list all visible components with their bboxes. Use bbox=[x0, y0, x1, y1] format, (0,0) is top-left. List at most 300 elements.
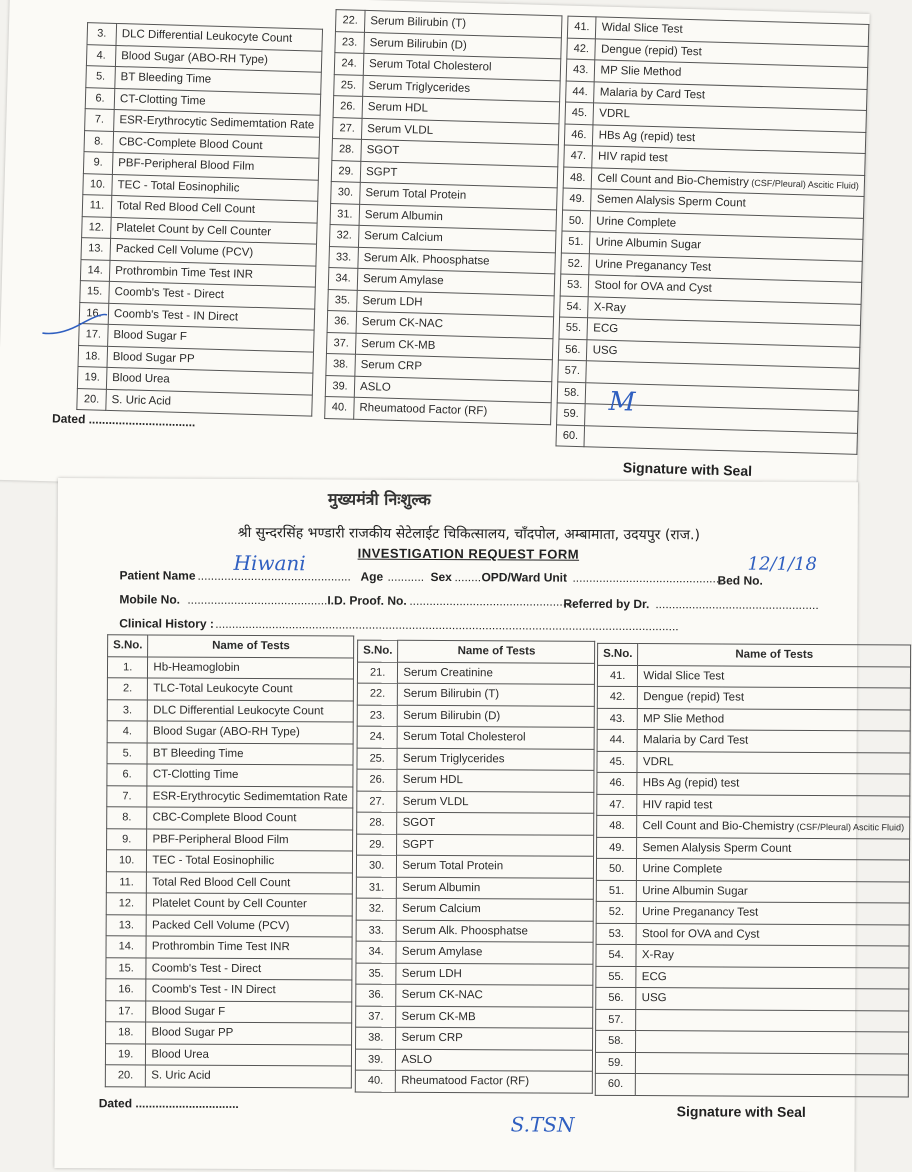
serial-number: 31. bbox=[356, 877, 397, 899]
test-name: Serum Triglycerides bbox=[363, 75, 561, 102]
table-row bbox=[596, 987, 909, 1010]
table-row bbox=[357, 769, 594, 792]
test-name: Widal Slice Test bbox=[638, 665, 911, 688]
test-name: Serum Calcium bbox=[397, 898, 594, 921]
serial-number: 17. bbox=[106, 1000, 147, 1022]
serial-number: 3. bbox=[87, 23, 117, 45]
table-row bbox=[107, 742, 353, 765]
test-name: USG bbox=[587, 339, 860, 368]
test-name: SGPT bbox=[397, 834, 594, 857]
table-row bbox=[597, 837, 910, 860]
test-name: Total Red Blood Cell Count bbox=[147, 871, 353, 894]
table-row bbox=[107, 699, 353, 722]
table-row bbox=[107, 785, 353, 808]
table-row bbox=[596, 880, 909, 903]
serial-number: 21. bbox=[357, 662, 398, 684]
serial-number: 45. bbox=[597, 751, 638, 773]
serial-number: 34. bbox=[356, 941, 397, 963]
test-name: Blood Sugar PP bbox=[146, 1022, 352, 1045]
test-name: Malaria by Card Test bbox=[637, 730, 910, 753]
test-name bbox=[636, 1031, 909, 1054]
table-row bbox=[106, 871, 352, 894]
table-row bbox=[597, 708, 910, 731]
table-row bbox=[107, 678, 353, 701]
test-name: Serum Total Protein bbox=[360, 182, 558, 209]
test-name: Urine Albumin Sugar bbox=[590, 232, 863, 261]
serial-number: 17. bbox=[79, 324, 109, 346]
table-row bbox=[106, 936, 352, 959]
table-row bbox=[356, 984, 593, 1007]
test-name: S. Uric Acid bbox=[106, 389, 312, 416]
serial-number: 57. bbox=[596, 1009, 637, 1031]
test-name: Serum LDH bbox=[396, 963, 593, 986]
serial-number: 24. bbox=[357, 726, 398, 748]
table-row bbox=[357, 748, 594, 771]
serial-number: 54. bbox=[560, 295, 589, 317]
serial-number: 48. bbox=[563, 167, 592, 189]
test-name: Dengue (repid) Test bbox=[595, 38, 868, 67]
serial-number: 39. bbox=[325, 375, 355, 397]
table-row bbox=[597, 686, 910, 709]
serial-number: 10. bbox=[106, 850, 147, 872]
test-name: SGOT bbox=[361, 139, 559, 166]
test-name: TEC - Total Eosinophilic bbox=[112, 174, 318, 201]
test-name: Serum Albumin bbox=[359, 204, 557, 231]
serial-number: 44. bbox=[597, 729, 638, 751]
serial-number: 55. bbox=[596, 966, 637, 988]
serial-number: 59. bbox=[557, 403, 586, 425]
serial-number: 60. bbox=[556, 424, 585, 446]
table-row bbox=[357, 662, 594, 685]
test-name: PBF-Peripheral Blood Film bbox=[112, 152, 318, 179]
test-name: Serum Alk. Phoosphatse bbox=[358, 247, 556, 274]
test-name: Serum VLDL bbox=[397, 791, 594, 814]
test-name: Serum Total Protein bbox=[397, 855, 594, 878]
test-name: VDRL bbox=[637, 751, 910, 774]
bottom-tests-column-1 bbox=[105, 634, 355, 1088]
id-proof-line: .................................................. bbox=[409, 593, 577, 609]
table-row bbox=[106, 893, 352, 916]
serial-number: 14. bbox=[106, 936, 147, 958]
serial-number: 13. bbox=[81, 238, 111, 260]
serial-number: 1. bbox=[107, 656, 148, 678]
table-row bbox=[105, 1065, 351, 1088]
test-name: BT Bleeding Time bbox=[115, 66, 321, 93]
bottom-tests-column-3 bbox=[595, 643, 911, 1097]
serial-number: 31. bbox=[330, 203, 360, 225]
test-name: Widal Slice Test bbox=[596, 17, 869, 46]
test-name: Hb-Heamoglobin bbox=[148, 656, 354, 679]
test-note: (CSF/Pleural) Ascitic Fluid) bbox=[748, 177, 860, 191]
test-name: Coomb's Test - Direct bbox=[146, 957, 352, 980]
test-name bbox=[636, 1009, 909, 1032]
referred-label: Referred by Dr. bbox=[563, 596, 650, 612]
serial-number: 22. bbox=[335, 10, 365, 32]
test-name: Urine Preganancy Test bbox=[589, 253, 862, 282]
serial-number: 19. bbox=[77, 367, 107, 389]
serial-number: 25. bbox=[357, 748, 398, 770]
test-name: Cell Count and Bio-Chemistry (CSF/Pleural) Ascitic Fluid) bbox=[637, 816, 910, 839]
test-name: USG bbox=[636, 988, 909, 1011]
top-tests-column-3 bbox=[555, 16, 869, 455]
serial-number: 38. bbox=[356, 1027, 397, 1049]
serial-number: 29. bbox=[357, 834, 398, 856]
table-row bbox=[595, 1052, 908, 1075]
serial-number: 41. bbox=[597, 665, 638, 687]
test-name: Blood Urea bbox=[146, 1043, 352, 1066]
sno-header: S.No. bbox=[108, 635, 149, 657]
table-row bbox=[106, 1000, 352, 1023]
serial-number: 48. bbox=[597, 815, 638, 837]
test-name: Serum CRP bbox=[355, 354, 553, 381]
test-name: Total Red Blood Cell Count bbox=[111, 195, 317, 222]
test-name: ASLO bbox=[354, 376, 552, 403]
test-name: Urine Complete bbox=[637, 859, 910, 882]
opd-label: OPD/Ward Unit bbox=[481, 570, 568, 585]
test-name: Serum Amylase bbox=[396, 941, 593, 964]
test-name: S. Uric Acid bbox=[146, 1065, 352, 1088]
table-row bbox=[356, 1006, 593, 1029]
table-row bbox=[597, 665, 910, 688]
test-name: Serum CRP bbox=[396, 1027, 593, 1050]
sno-header: S.No. bbox=[358, 640, 399, 662]
table-header-row bbox=[598, 643, 911, 666]
serial-number: 38. bbox=[326, 353, 356, 375]
serial-number: 4. bbox=[86, 44, 116, 66]
referred-line: ................................................. bbox=[655, 597, 819, 612]
serial-number: 58. bbox=[596, 1030, 637, 1052]
table-row bbox=[596, 1030, 909, 1053]
bottom-dated-label: Dated ............................... bbox=[98, 1096, 239, 1111]
test-name-header: Name of Tests bbox=[638, 644, 911, 667]
serial-number: 8. bbox=[107, 807, 148, 829]
table-row bbox=[596, 966, 909, 989]
test-name: BT Bleeding Time bbox=[147, 742, 353, 765]
mobile-line: .......................................... bbox=[187, 592, 328, 608]
test-name: Serum CK-MB bbox=[396, 1006, 593, 1029]
serial-number: 46. bbox=[597, 772, 638, 794]
serial-number: 27. bbox=[357, 791, 398, 813]
top-handwritten-initial: M bbox=[608, 386, 636, 418]
serial-number: 12. bbox=[106, 893, 147, 915]
serial-number: 42. bbox=[597, 686, 638, 708]
sex-line: ........ bbox=[454, 570, 482, 585]
serial-number: 3. bbox=[107, 699, 148, 721]
serial-number: 50. bbox=[596, 858, 637, 880]
table-row bbox=[357, 726, 594, 749]
test-name: Serum VLDL bbox=[361, 118, 559, 145]
table-row bbox=[107, 807, 353, 830]
serial-number: 43. bbox=[566, 59, 595, 81]
test-name: Blood Urea bbox=[106, 367, 312, 394]
top-dated-label: Dated ................................ bbox=[51, 411, 196, 430]
serial-number: 18. bbox=[106, 1022, 147, 1044]
serial-number: 4. bbox=[107, 721, 148, 743]
serial-number: 15. bbox=[80, 281, 110, 303]
test-name: Serum Calcium bbox=[358, 225, 556, 252]
test-name: ASLO bbox=[396, 1049, 593, 1072]
serial-number: 24. bbox=[334, 53, 364, 75]
table-row bbox=[596, 1009, 909, 1032]
test-name: Packed Cell Volume (PCV) bbox=[110, 238, 316, 265]
test-name: Urine Albumin Sugar bbox=[637, 880, 910, 903]
serial-number: 45. bbox=[565, 102, 594, 124]
top-tests-column-2 bbox=[324, 9, 562, 425]
serial-number: 20. bbox=[77, 388, 107, 410]
test-name: Urine Complete bbox=[590, 210, 863, 239]
serial-number: 52. bbox=[596, 901, 637, 923]
table-header-row bbox=[108, 635, 354, 658]
serial-number: 54. bbox=[596, 944, 637, 966]
test-name-header: Name of Tests bbox=[148, 635, 354, 658]
serial-number: 11. bbox=[82, 195, 112, 217]
test-name: CBC-Complete Blood Count bbox=[147, 807, 353, 830]
table-row bbox=[597, 794, 910, 817]
test-name: PBF-Peripheral Blood Film bbox=[147, 828, 353, 851]
bottom-form-sheet bbox=[54, 478, 905, 1172]
table-row bbox=[107, 828, 353, 851]
serial-number: 50. bbox=[562, 210, 591, 232]
table-row bbox=[356, 877, 593, 900]
test-name: Coomb's Test - Direct bbox=[109, 281, 315, 308]
test-name: Coomb's Test - IN Direct bbox=[146, 979, 352, 1002]
test-name: Malaria by Card Test bbox=[594, 81, 867, 110]
test-name: HIV rapid test bbox=[637, 794, 910, 817]
table-row bbox=[357, 705, 594, 728]
test-name: ECG bbox=[587, 318, 860, 347]
test-name: Urine Preganancy Test bbox=[637, 902, 910, 925]
serial-number: 26. bbox=[357, 769, 398, 791]
test-name: VDRL bbox=[593, 103, 866, 132]
table-row bbox=[596, 858, 909, 881]
table-row bbox=[107, 721, 353, 744]
test-name: X-Ray bbox=[636, 945, 909, 968]
serial-number: 30. bbox=[356, 855, 397, 877]
clinical-history-label: Clinical History : bbox=[119, 616, 214, 631]
table-row bbox=[357, 683, 594, 706]
serial-number: 56. bbox=[596, 987, 637, 1009]
top-signature-label: Signature with Seal bbox=[622, 459, 753, 479]
test-name: Serum Albumin bbox=[397, 877, 594, 900]
bottom-signature-label: Signature with Seal bbox=[676, 1103, 806, 1120]
serial-number: 16. bbox=[79, 302, 109, 324]
id-proof-label: I.D. Proof. No. bbox=[327, 593, 407, 608]
mobile-label: Mobile No. bbox=[119, 592, 181, 607]
serial-number: 8. bbox=[84, 130, 114, 152]
serial-number: 37. bbox=[356, 1006, 397, 1028]
scheme-title: मुख्यमंत्री निःशुल्क bbox=[327, 489, 431, 509]
test-name: Blood Sugar F bbox=[146, 1000, 352, 1023]
test-name: Serum CK-NAC bbox=[356, 311, 554, 338]
test-name: Stool for OVA and Cyst bbox=[636, 923, 909, 946]
serial-number: 53. bbox=[596, 923, 637, 945]
serial-number: 36. bbox=[327, 310, 357, 332]
serial-number: 23. bbox=[357, 705, 398, 727]
hospital-name: श्री सुन्दरसिंह भण्डारी राजकीय सेटेलाईट चिकित्सालय, चाँदपोल, अम्बामाता, उदयपुर (राज.) bbox=[237, 524, 701, 544]
clinical-history-line: ........................................................................................................................................... bbox=[215, 616, 679, 634]
table-row bbox=[597, 751, 910, 774]
top-form-sheet bbox=[0, 0, 870, 504]
test-name: Serum Triglycerides bbox=[397, 748, 594, 771]
table-row bbox=[356, 941, 593, 964]
table-row bbox=[355, 1049, 592, 1072]
test-name: DLC Differential Leukocyte Count bbox=[148, 699, 354, 722]
test-name: Serum Total Cholesterol bbox=[363, 53, 561, 80]
table-row bbox=[105, 1043, 351, 1066]
table-row bbox=[596, 944, 909, 967]
test-name: MP Slie Method bbox=[595, 60, 868, 89]
table-row bbox=[357, 791, 594, 814]
serial-number: 2. bbox=[107, 678, 148, 700]
test-name: SGOT bbox=[397, 812, 594, 835]
serial-number: 58. bbox=[557, 381, 586, 403]
serial-number: 25. bbox=[334, 74, 364, 96]
test-name: Serum Total Cholesterol bbox=[397, 726, 594, 749]
serial-number: 32. bbox=[356, 898, 397, 920]
serial-number: 53. bbox=[560, 274, 589, 296]
serial-number: 46. bbox=[564, 124, 593, 146]
serial-number: 34. bbox=[328, 268, 358, 290]
test-name: Cell Count and Bio-Chemistry (CSF/Pleural) Ascitic Fluid) bbox=[592, 167, 865, 196]
test-name-header: Name of Tests bbox=[398, 640, 595, 663]
serial-number: 30. bbox=[331, 182, 361, 204]
serial-number: 29. bbox=[331, 160, 361, 182]
test-name: ESR-Erythrocytic Sedimemtation Rate bbox=[147, 785, 353, 808]
test-name: Blood Sugar (ABO-RH Type) bbox=[115, 45, 321, 72]
serial-number: 20. bbox=[105, 1065, 146, 1087]
test-name: CBC-Complete Blood Count bbox=[113, 131, 319, 158]
table-row bbox=[356, 855, 593, 878]
serial-number: 51. bbox=[596, 880, 637, 902]
serial-number: 5. bbox=[86, 66, 116, 88]
test-name: Serum CK-NAC bbox=[396, 984, 593, 1007]
serial-number: 47. bbox=[597, 794, 638, 816]
table-row bbox=[106, 1022, 352, 1045]
test-name bbox=[636, 1074, 909, 1097]
serial-number: 22. bbox=[357, 683, 398, 705]
serial-number: 40. bbox=[355, 1070, 396, 1092]
serial-number: 40. bbox=[325, 396, 355, 418]
test-name: Serum Alk. Phoosphatse bbox=[396, 920, 593, 943]
test-name: TEC - Total Eosinophilic bbox=[147, 850, 353, 873]
table-row bbox=[357, 812, 594, 835]
table-row bbox=[356, 920, 593, 943]
serial-number: 27. bbox=[332, 117, 362, 139]
table-row bbox=[597, 815, 910, 838]
serial-number: 52. bbox=[561, 252, 590, 274]
test-name: MP Slie Method bbox=[638, 708, 911, 731]
test-name bbox=[636, 1052, 909, 1075]
serial-number: 9. bbox=[107, 828, 148, 850]
test-name: Blood Sugar (ABO-RH Type) bbox=[148, 721, 354, 744]
sno-header: S.No. bbox=[598, 643, 639, 665]
test-name: Platelet Count by Cell Counter bbox=[147, 893, 353, 916]
top-tests-column-1 bbox=[76, 22, 323, 416]
test-name: Blood Sugar PP bbox=[107, 346, 313, 373]
test-name: Rheumatood Factor (RF) bbox=[396, 1070, 593, 1093]
table-row bbox=[107, 764, 353, 787]
table-row bbox=[596, 923, 909, 946]
serial-number: 41. bbox=[567, 16, 596, 38]
serial-number: 49. bbox=[597, 837, 638, 859]
test-name: Semen Alalysis Sperm Count bbox=[591, 189, 864, 218]
table-row bbox=[356, 898, 593, 921]
serial-number: 12. bbox=[82, 216, 112, 238]
test-name: Coomb's Test - IN Direct bbox=[108, 303, 314, 330]
test-name: ESR-Erythrocytic Sedimemtation Rate bbox=[114, 109, 320, 136]
serial-number: 56. bbox=[558, 338, 587, 360]
table-row bbox=[106, 850, 352, 873]
serial-number: 47. bbox=[564, 145, 593, 167]
test-name: X-Ray bbox=[588, 296, 861, 325]
test-name: ECG bbox=[636, 966, 909, 989]
serial-number: 42. bbox=[567, 38, 596, 60]
table-row bbox=[356, 1027, 593, 1050]
serial-number: 59. bbox=[595, 1052, 636, 1074]
test-name: HBs Ag (repid) test bbox=[593, 124, 866, 153]
serial-number: 32. bbox=[329, 225, 359, 247]
table-row bbox=[355, 1070, 592, 1093]
bed-label: Bed No. bbox=[717, 573, 763, 588]
serial-number: 7. bbox=[85, 109, 115, 131]
test-name: Serum HDL bbox=[397, 769, 594, 792]
serial-number: 33. bbox=[329, 246, 359, 268]
test-name: Serum Bilirubin (D) bbox=[364, 32, 562, 59]
bottom-tests-column-2 bbox=[355, 640, 596, 1094]
table-row bbox=[106, 957, 352, 980]
test-name: Packed Cell Volume (PCV) bbox=[146, 914, 352, 937]
serial-number: 33. bbox=[356, 920, 397, 942]
serial-number: 13. bbox=[106, 914, 147, 936]
serial-number: 49. bbox=[563, 188, 592, 210]
serial-number: 23. bbox=[335, 31, 365, 53]
serial-number: 16. bbox=[106, 979, 147, 1001]
serial-number: 36. bbox=[356, 984, 397, 1006]
checkmark-icon bbox=[40, 309, 111, 341]
test-note: (CSF/Pleural) Ascitic Fluid) bbox=[794, 822, 905, 833]
serial-number: 43. bbox=[597, 708, 638, 730]
table-row bbox=[107, 656, 353, 679]
patient-name-label: Patient Name bbox=[119, 568, 196, 583]
serial-number: 39. bbox=[355, 1049, 396, 1071]
serial-number: 6. bbox=[85, 87, 115, 109]
bottom-handwritten-note: S.TSN bbox=[510, 1112, 575, 1137]
test-name: Rheumatood Factor (RF) bbox=[354, 397, 552, 424]
patient-name-line: .............................................. bbox=[197, 568, 351, 584]
table-row bbox=[597, 729, 910, 752]
bed-value: 12/1/18 bbox=[747, 553, 818, 575]
serial-number: 35. bbox=[356, 963, 397, 985]
test-name: DLC Differential Leukocyte Count bbox=[116, 23, 322, 50]
test-name: SGPT bbox=[360, 161, 558, 188]
serial-number: 18. bbox=[78, 345, 108, 367]
table-row bbox=[106, 914, 352, 937]
form-title: INVESTIGATION REQUEST FORM bbox=[357, 545, 580, 562]
test-name: Platelet Count by Cell Counter bbox=[111, 217, 317, 244]
serial-number: 9. bbox=[83, 152, 113, 174]
table-row bbox=[356, 963, 593, 986]
test-name: CT-Clotting Time bbox=[114, 88, 320, 115]
test-name: Serum HDL bbox=[362, 96, 560, 123]
test-name: Prothrombin Time Test INR bbox=[109, 260, 315, 287]
sex-label: Sex bbox=[430, 569, 452, 585]
serial-number: 44. bbox=[566, 81, 595, 103]
test-name: HBs Ag (repid) test bbox=[637, 773, 910, 796]
test-name: Serum Creatinine bbox=[398, 662, 595, 685]
patient-name-value: Hiwani bbox=[233, 550, 306, 576]
table-header-row bbox=[358, 640, 595, 663]
table-row bbox=[106, 979, 352, 1002]
